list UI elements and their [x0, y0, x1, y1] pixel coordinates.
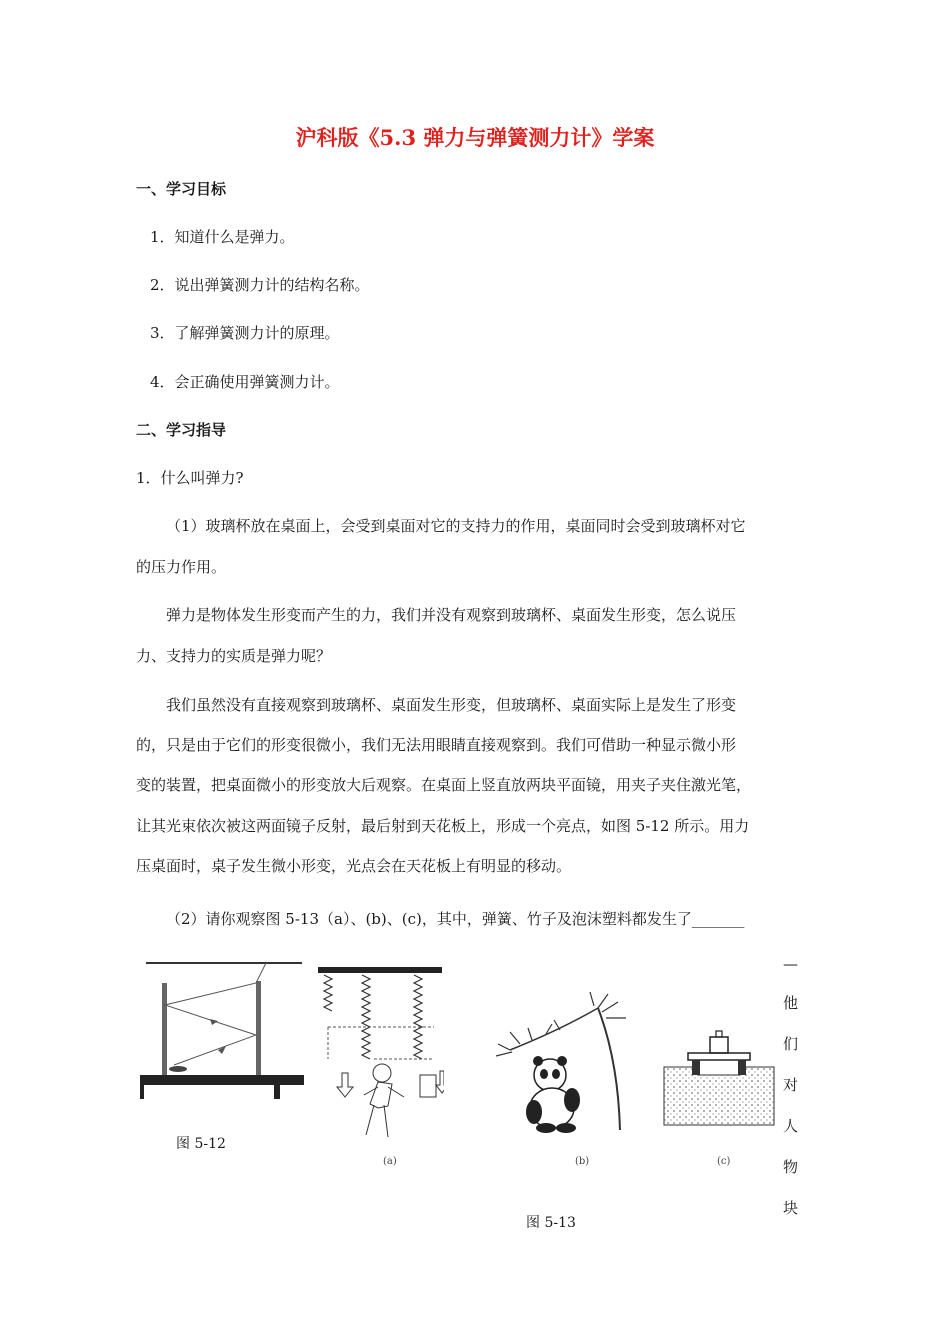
goal-item: 3．了解弹簧测力计的原理。 [150, 324, 340, 342]
vertical-char: 物 [783, 1158, 799, 1176]
page-title: 沪科版《5.3 弹力与弹簧测力计》学案 [295, 125, 655, 150]
figure-5-13c-foam-block [660, 1025, 780, 1130]
vertical-char: 对 [783, 1076, 799, 1094]
figure-5-13-caption: 图 5-13 [526, 1215, 576, 1231]
vertical-char: 人 [783, 1117, 799, 1135]
goal-item: 2．说出弹簧测力计的结构名称。 [150, 276, 370, 294]
figure-5-13c-label: (c) [717, 1156, 731, 1167]
question-1: 1．什么叫弹力? [136, 469, 244, 487]
paragraph-line: （1）玻璃杯放在桌面上，会受到桌面对它的支持力的作用，桌面同时会受到玻璃杯对它 [166, 517, 746, 535]
paragraph-line: 弹力是物体发生形变而产生的力，我们并没有观察到玻璃杯、桌面发生形变，怎么说压 [166, 606, 737, 624]
figure-5-12-caption: 图 5-12 [176, 1136, 226, 1152]
figure-5-13b-label: (b) [575, 1156, 590, 1167]
goal-item: 4．会正确使用弹簧测力计。 [150, 373, 340, 391]
paragraph-line: 的，只是由于它们的形变很微小，我们无法用眼睛直接观察到。我们可借助一种显示微小形 [136, 736, 737, 754]
paragraph-line: 力、支持力的实质是弹力呢？ [136, 647, 332, 665]
vertical-char: 他 [783, 994, 799, 1012]
paragraph-line: 变的装置，把桌面微小的形变放大后观察。在桌面上竖直放两块平面镜，用夹子夹住激光笔， [136, 776, 752, 794]
figure-5-13b-panda-bamboo [490, 990, 640, 1135]
figure-5-13a-label: (a) [383, 1156, 397, 1167]
paragraph-line: （2）请你观察图 5-13（a）、(b)、(c)，其中，弹簧、竹子及泡沫塑料都发生了_______ [166, 910, 745, 928]
figure-5-12-mirror-diagram [138, 955, 308, 1110]
goal-item: 1．知道什么是弹力。 [150, 228, 295, 246]
paragraph-line: 我们虽然没有直接观察到玻璃杯、桌面发生形变，但玻璃杯、桌面实际上是发生了形变 [166, 696, 737, 714]
paragraph-line: 的压力作用。 [136, 558, 227, 576]
paragraph-line: 让其光束依次被这两面镜子反射，最后射到天花板上，形成一个亮点，如图 5-12 所示。用力 [136, 817, 750, 835]
vertical-char: 们 [783, 1035, 799, 1053]
vertical-char: — [783, 955, 798, 973]
section-heading-goals: 一、学习目标 [136, 180, 227, 198]
figure-5-13a-springs [314, 965, 444, 1155]
paragraph-line: 压桌面时，桌子发生微小形变，光点会在天花板上有明显的移动。 [136, 857, 572, 875]
vertical-char: 块 [783, 1199, 799, 1217]
section-heading-guide: 二、学习指导 [136, 421, 227, 439]
